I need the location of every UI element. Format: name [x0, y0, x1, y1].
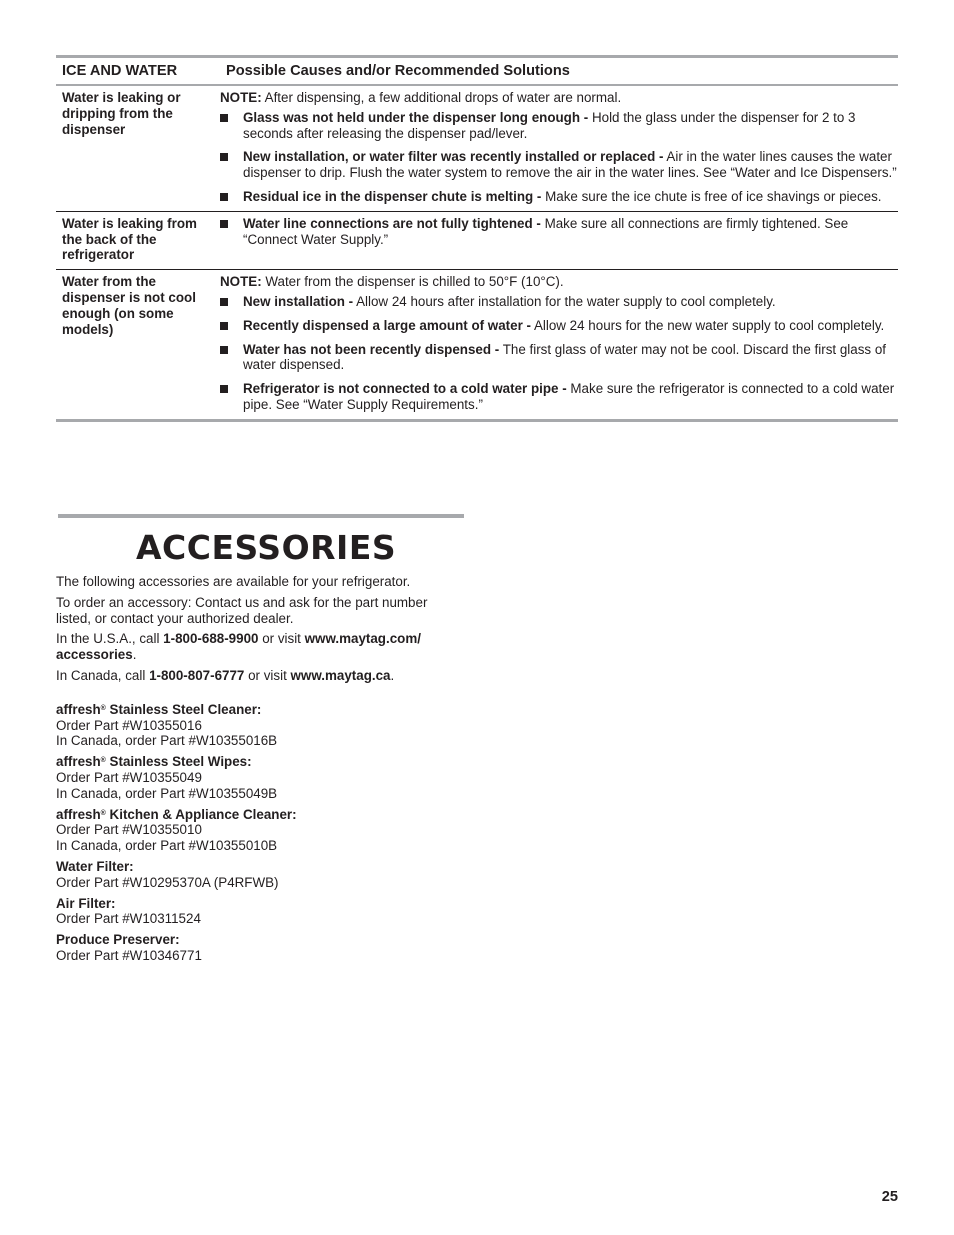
product-name: Stainless Steel Wipes:	[105, 754, 252, 770]
table-row	[56, 212, 898, 270]
accessory-item	[56, 859, 466, 891]
bullet-text	[243, 381, 898, 413]
solution-bullet	[220, 149, 898, 181]
brand-name: affresh	[56, 701, 101, 717]
solution-text: Hold the glass under the dispenser for 2 to 3 seconds after releasing the dispenser pad/lever.	[243, 109, 856, 141]
accessory-name	[56, 807, 466, 823]
bullet-text	[243, 342, 898, 374]
header-ice-and-water: ICE AND WATER	[62, 63, 178, 79]
canada-mid: or visit	[244, 667, 291, 683]
cause-label: New installation -	[243, 293, 354, 309]
usa-url: www.maytag.com/ accessories	[56, 631, 421, 663]
note	[220, 274, 898, 290]
note-label: NOTE:	[220, 90, 262, 105]
bullet-text	[243, 149, 898, 181]
accessories-order-info: To order an accessory: Contact us and ask for the part number listed, or contact your authorized dealer.	[56, 594, 428, 626]
accessory-item	[56, 932, 466, 964]
solution-bullet	[220, 342, 898, 374]
product-name: Produce Preserver:	[56, 932, 180, 948]
cause-label: New installation, or water filter was recently installed or replaced -	[243, 149, 664, 165]
brand-name: affresh	[56, 806, 101, 822]
accessory-name	[56, 702, 466, 718]
part-number-line: In Canada, order Part #W10355049B	[56, 785, 278, 801]
problem-cell: Water is leaking or dripping from the dispenser	[62, 90, 181, 137]
usa-mid: or visit	[258, 631, 305, 647]
product-name: Air Filter:	[56, 895, 116, 911]
registered-mark: ®	[100, 757, 106, 765]
brand-name: affresh	[56, 754, 101, 770]
part-number-line: Order Part #W10355010	[56, 822, 202, 838]
accessories-section	[56, 514, 466, 969]
cause-label: Glass was not held under the dispenser long enough -	[243, 109, 589, 125]
square-bullet-icon	[220, 220, 228, 228]
product-name: Stainless Steel Cleaner:	[105, 701, 262, 717]
square-bullet-icon	[220, 193, 228, 201]
part-number-line: In Canada, order Part #W10355010B	[56, 838, 278, 854]
part-number-line: Order Part #W10346771	[56, 947, 202, 963]
canada-url: www.maytag.ca	[290, 667, 391, 683]
note	[220, 90, 898, 106]
problem-cell: Water is leaking from the back of the refrigerator	[62, 215, 197, 263]
accessory-name	[56, 754, 466, 770]
canada-end: .	[390, 667, 395, 683]
accessory-name	[56, 932, 466, 948]
canada-phone: 1-800-807-6777	[149, 667, 245, 683]
note-text: Water from the dispenser is chilled to 50°F (10°C).	[261, 274, 564, 290]
accessory-list	[56, 702, 466, 964]
table-row	[56, 270, 898, 419]
cause-label: Recently dispensed a large amount of water -	[243, 317, 531, 333]
table-body	[56, 86, 898, 419]
usa-phone: 1-800-688-9900	[163, 631, 259, 647]
accessory-item	[56, 702, 466, 749]
solution-text: Allow 24 hours for the new water supply to cool completely.	[530, 317, 885, 333]
solution-bullet	[220, 110, 898, 142]
cause-label: Water line connections are not fully tightened -	[243, 215, 541, 231]
bullet-text	[243, 189, 898, 205]
problem-cell: Water from the dispenser is not cool enough (on some models)	[62, 274, 196, 337]
note-text: After dispensing, a few additional drops of water are normal.	[261, 90, 622, 105]
part-number-line: In Canada, order Part #W10355016B	[56, 733, 278, 749]
usa-prefix: In the U.S.A., call	[56, 631, 164, 647]
troubleshooting-table	[56, 55, 898, 422]
accessory-name	[56, 896, 466, 912]
table-bottom-rule	[56, 419, 898, 422]
cause-label: Residual ice in the dispenser chute is melting -	[243, 188, 542, 204]
solution-bullet	[220, 381, 898, 413]
solution-cell	[214, 216, 898, 263]
table-header	[56, 58, 898, 84]
solution-text: Air in the water lines causes the water dispenser to drip. Flush the water system to remove the air in the water lines. See “Water and Ice Dispensers.”	[243, 149, 897, 181]
solution-cell	[214, 274, 898, 413]
product-name: Water Filter:	[56, 858, 134, 874]
solution-bullet	[220, 294, 898, 310]
usa-end: .	[132, 647, 137, 663]
square-bullet-icon	[220, 298, 228, 306]
solution-cell	[214, 90, 898, 205]
solution-text: Make sure the ice chute is free of ice shavings or pieces.	[541, 188, 882, 204]
note-label: NOTE:	[220, 274, 262, 290]
square-bullet-icon	[220, 346, 228, 354]
solution-bullet	[220, 318, 898, 334]
accessories-intro: The following accessories are available for your refrigerator.	[56, 574, 411, 589]
solution-bullet	[220, 216, 898, 248]
solution-text: The first glass of water may not be cool. Discard the first glass of water dispensed.	[243, 341, 886, 373]
part-number-line: Order Part #W10311524	[56, 911, 201, 927]
solution-text: Allow 24 hours after installation for the water supply to cool completely.	[353, 293, 776, 309]
part-number-line: Order Part #W10295370A (P4RFWB)	[56, 874, 279, 890]
bullet-text	[243, 110, 898, 142]
table-row	[56, 86, 898, 212]
section-rule	[58, 514, 464, 518]
canada-contact	[56, 668, 466, 684]
solution-text: Make sure the refrigerator is connected to a cold water pipe. See “Water Supply Requirements.”	[243, 381, 895, 412]
section-title: ACCESSORIES	[136, 528, 397, 567]
usa-contact	[56, 631, 466, 663]
part-number-line: Order Part #W10355049	[56, 769, 202, 785]
square-bullet-icon	[220, 322, 228, 330]
bullet-text	[243, 318, 898, 334]
solution-bullet	[220, 189, 898, 205]
square-bullet-icon	[220, 153, 228, 161]
accessory-item	[56, 896, 466, 928]
square-bullet-icon	[220, 114, 228, 122]
solution-text: Make sure all connections are firmly tightened. See “Connect Water Supply.”	[243, 215, 849, 247]
cause-label: Refrigerator is not connected to a cold water pipe -	[243, 381, 567, 397]
header-solutions: Possible Causes and/or Recommended Solutions	[226, 63, 570, 79]
square-bullet-icon	[220, 385, 228, 393]
accessory-item	[56, 754, 466, 801]
bullet-text	[243, 294, 898, 310]
bullet-text	[243, 216, 898, 248]
accessory-name	[56, 859, 466, 875]
part-number-line: Order Part #W10355016	[56, 717, 202, 733]
page-number: 25	[881, 1189, 898, 1205]
registered-mark: ®	[100, 809, 106, 817]
product-name: Kitchen & Appliance Cleaner:	[105, 806, 297, 822]
canada-prefix: In Canada, call	[56, 667, 150, 683]
accessory-item	[56, 807, 466, 854]
registered-mark: ®	[100, 704, 106, 712]
cause-label: Water has not been recently dispensed -	[243, 341, 500, 357]
